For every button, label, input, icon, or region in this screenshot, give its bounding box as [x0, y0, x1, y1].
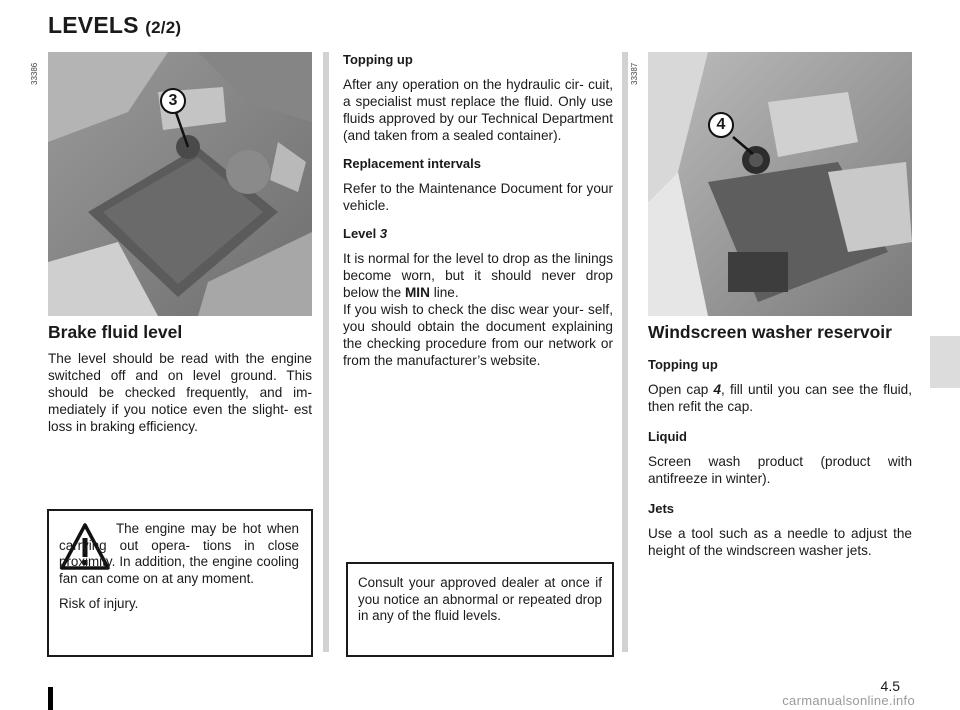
- section-body: The level should be read with the engine switched off and on level ground. This should be checked frequently, and im- mediately if you notice even the slight- est loss in braking efficiency.: [48, 351, 312, 434]
- min-label: MIN: [404, 285, 430, 300]
- watermark: carmanualsonline.info: [782, 693, 915, 708]
- callout-number: 3: [168, 92, 178, 109]
- section-heading: [343, 226, 613, 241]
- section-body: Use a tool such as a needle to adjust the height of the windscreen washer jets.: [648, 526, 912, 558]
- callout-4: [708, 112, 734, 138]
- section-heading: Topping up: [343, 52, 413, 67]
- brake-fluid-details: [343, 52, 613, 369]
- body-text: line.: [433, 285, 459, 300]
- warning-box: [47, 509, 313, 657]
- section-body: After any operation on the hydraulic cir- cuit, a specialist must replace the fluid. Only use fluids approved by our Technical Department (and taken from a sealed container).: [343, 77, 613, 143]
- note-text: Consult your approved dealer at once if you notice an abnormal or repeated drop in any of the fluid levels.: [358, 575, 602, 623]
- washer-reservoir-photo: [648, 52, 912, 316]
- crop-mark: [48, 687, 53, 710]
- callout-number: 4: [716, 116, 726, 133]
- section-heading: Liquid: [648, 429, 687, 444]
- column-divider: [622, 52, 628, 652]
- warning-text: The engine may be hot when carrying out opera- tions in close proximity. In addition, the engine cooling fan can come on at any moment.: [59, 521, 299, 586]
- warning-text: Risk of injury.: [59, 596, 139, 611]
- heading-number: 3: [379, 226, 388, 241]
- brake-fluid-section: [48, 322, 312, 435]
- section-heading: Jets: [648, 501, 675, 516]
- page-title-part: (2/2): [145, 18, 182, 37]
- body-text: It is normal for the level to drop as the linings become worn, but it should never drop below the: [343, 251, 613, 300]
- figure-number: 33386: [30, 62, 39, 85]
- page-title: [48, 12, 181, 39]
- section-body: Screen wash product (product with antifreeze in winter).: [648, 454, 912, 486]
- section-body: If you wish to check the disc wear your- self, you should obtain the document explaining the checking procedure from our network or from the manufacturer’s website.: [343, 302, 613, 368]
- callout-3: [160, 88, 186, 114]
- section-body: [648, 381, 912, 415]
- body-text: , fill until you can see the fluid, then refit the cap.: [648, 382, 912, 414]
- section-heading: Replacement intervals: [343, 156, 482, 171]
- section-body: Refer to the Maintenance Document for your vehicle.: [343, 181, 613, 213]
- cap-number: 4: [713, 382, 722, 397]
- note-box: [346, 562, 614, 657]
- washer-reservoir-section: [648, 322, 912, 559]
- column-divider: [323, 52, 329, 652]
- body-text: Open cap: [648, 382, 709, 397]
- section-heading: Brake fluid level: [48, 322, 183, 342]
- chapter-tab: [930, 336, 960, 388]
- page-number: 4.5: [880, 678, 900, 694]
- page-title-text: LEVELS: [48, 12, 139, 38]
- section-heading: Topping up: [648, 357, 718, 372]
- figure-number: 33387: [630, 62, 639, 85]
- section-body: [343, 250, 613, 301]
- heading-text: Level: [343, 226, 377, 241]
- section-heading: Windscreen washer reservoir: [648, 322, 892, 342]
